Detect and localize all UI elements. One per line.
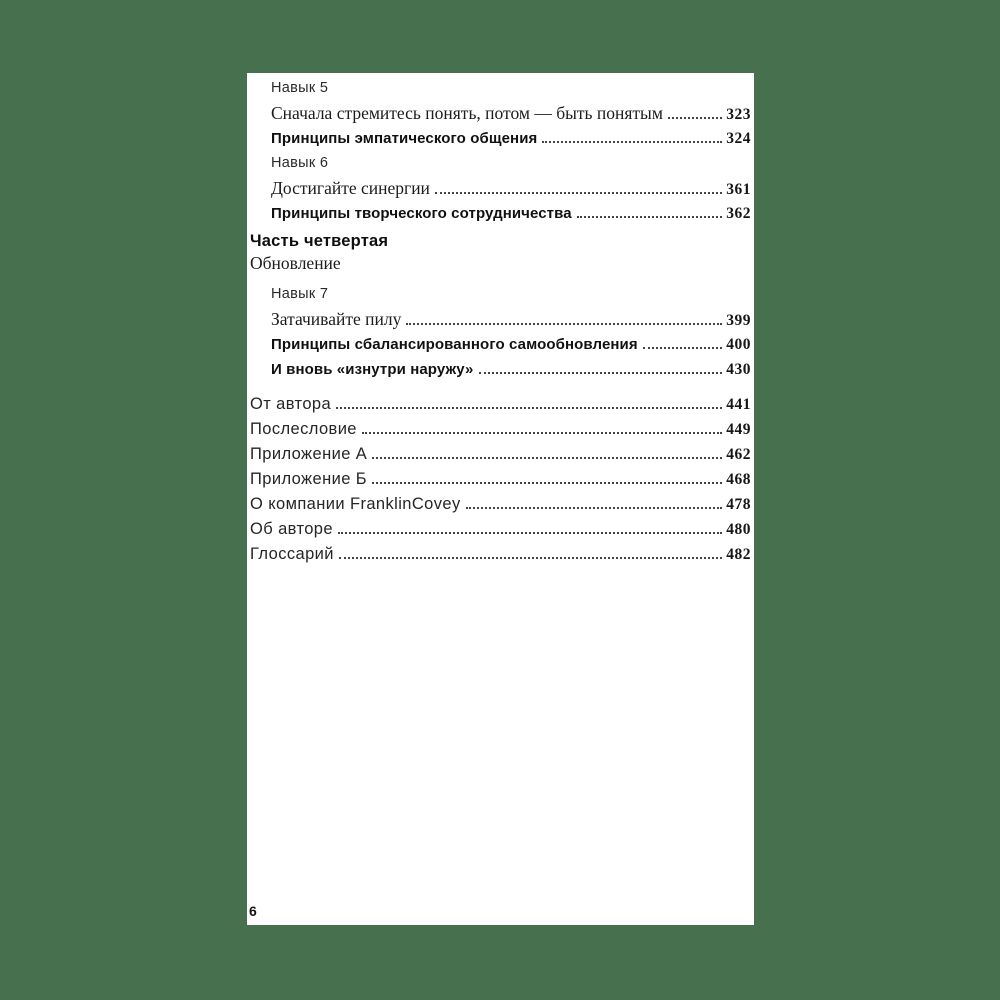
toc-entry-label: Часть четвертая [250,232,389,250]
toc-entry-label: О компании FranklinCovey [250,495,461,513]
table-of-contents [247,73,754,567]
dot-leader [466,507,723,509]
toc-entry-label: От автора [250,395,332,413]
dot-leader [406,323,722,325]
toc-entry-afterword [250,417,751,442]
toc-entry-about-author [250,517,751,542]
toc-entry-habit-6-principles [250,201,751,226]
toc-entry-label: Навык 5 [271,80,329,96]
toc-entry-label: Навык 7 [271,286,329,302]
toc-entry-from-author [250,392,751,417]
page-number-folio: 6 [249,903,257,919]
toc-entry-label: Принципы творческого сотрудничества [271,205,572,222]
dot-leader [643,347,723,349]
dot-leader [362,432,722,434]
toc-entry-page-number: 324 [726,130,751,147]
toc-entry-page-number: 441 [726,396,751,413]
dot-leader [338,532,722,534]
dot-leader [435,192,722,194]
toc-section-habit-7 [250,282,751,382]
toc-entry-glossary [250,542,751,567]
toc-entry-page-number: 480 [726,521,751,538]
dot-leader [372,457,722,459]
toc-entry-part-four-heading [250,231,751,251]
toc-entry-label: И вновь «изнутри наружу» [271,361,474,378]
book-page [247,73,754,925]
toc-entry-habit-7-principles [250,332,751,357]
toc-entry-appendix-b [250,467,751,492]
toc-section-part-four [250,231,751,276]
dot-leader [336,407,722,409]
dot-leader [668,117,722,119]
toc-entry-label: Об авторе [250,520,333,538]
toc-entry-page-number: 468 [726,471,751,488]
dot-leader [479,372,723,374]
dot-leader [339,557,722,559]
toc-entry-habit-7-header [250,282,751,307]
toc-entry-label: Обновление [250,253,341,273]
toc-entry-part-four-subtitle [250,251,751,276]
toc-section-habit-6 [250,151,751,226]
toc-entry-page-number: 482 [726,546,751,563]
toc-entry-label: Принципы эмпатического общения [271,130,538,147]
toc-entry-page-number: 323 [726,106,751,123]
toc-entry-habit-5-principles [250,126,751,151]
toc-entry-page-number: 361 [726,181,751,198]
toc-entry-label: Послесловие [250,420,357,438]
toc-entry-inside-out-again [250,357,751,382]
toc-entry-page-number: 478 [726,496,751,513]
toc-entry-label: Достигайте синергии [271,178,430,198]
toc-entry-page-number: 430 [726,361,751,378]
toc-entry-page-number: 449 [726,421,751,438]
toc-entry-habit-6-title [250,176,751,201]
toc-entry-page-number: 399 [726,312,751,329]
toc-entry-page-number: 400 [726,336,751,353]
toc-entry-label: Приложение А [250,445,368,463]
toc-entry-page-number: 362 [726,205,751,222]
toc-entry-label: Глоссарий [250,545,334,563]
toc-entry-label: Сначала стремитесь понять, потом — быть понятым [271,103,663,123]
toc-entry-habit-7-title [250,307,751,332]
dot-leader [372,482,722,484]
toc-section-habit-5 [250,76,751,151]
toc-entry-label: Приложение Б [250,470,367,488]
toc-entry-page-number: 462 [726,446,751,463]
toc-entry-habit-5-title [250,101,751,126]
toc-entry-label: Принципы сбалансированного самообновления [271,336,638,353]
toc-entry-habit-6-header [250,151,751,176]
toc-entry-label: Затачивайте пилу [271,309,402,329]
toc-entry-about-franklincovey [250,492,751,517]
toc-entry-label: Навык 6 [271,155,329,171]
toc-section-backmatter [250,392,751,567]
toc-entry-appendix-a [250,442,751,467]
dot-leader [577,216,723,218]
toc-entry-habit-5-header [250,76,751,101]
dot-leader [542,141,722,143]
